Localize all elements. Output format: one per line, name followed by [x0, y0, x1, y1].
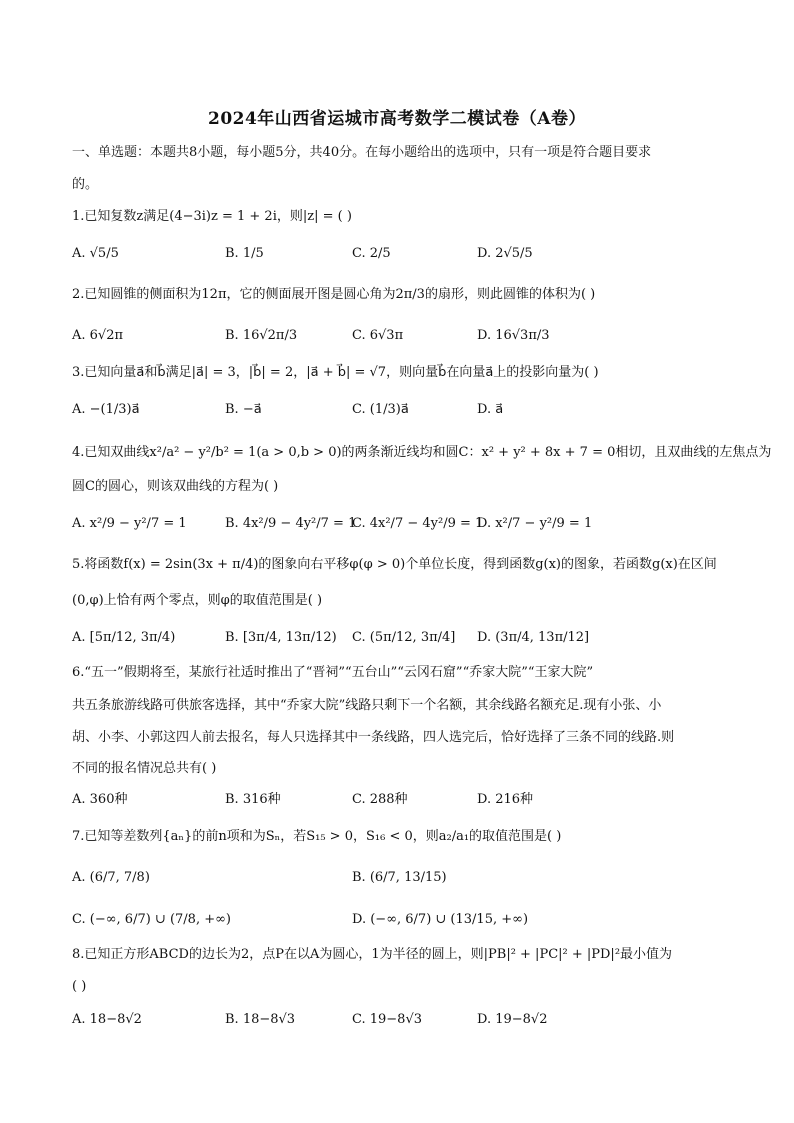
- option-c: C. 288种: [352, 792, 408, 807]
- option-a: A. 6√2π: [72, 328, 124, 343]
- question-1-stem: 1.已知复数z满足(4−3i)z = 1 + 2i，则|z| = ( ): [72, 209, 352, 224]
- question-7-options-row-1: [72, 868, 732, 892]
- question-5-options: [72, 628, 732, 652]
- question-5-stem-line-2: (0,φ)上恰有两个零点，则φ的取值范围是( ): [72, 593, 323, 608]
- option-d: D. (3π/4, 13π/12]: [477, 630, 590, 645]
- option-a: A. [5π/12, 3π/4): [72, 630, 176, 645]
- question-7-stem: 7.已知等差数列{aₙ}的前n项和为Sₙ，若S₁₅ > 0，S₁₆ < 0，则a₂/a₁的取值范围是( ): [72, 829, 562, 844]
- option-a: A. (6/7, 7/8): [72, 870, 150, 885]
- question-6-stem-line-1: 6.“五一”假期将至，某旅行社适时推出了“晋祠”“五台山”“云冈石窟”“乔家大院”“王家大院”: [72, 665, 594, 680]
- option-b: B. (6/7, 13/15): [352, 870, 447, 885]
- option-d: D. x²/7 − y²/9 = 1: [477, 516, 593, 531]
- question-7-options-row-2: [72, 910, 732, 934]
- option-b: B. 16√2π/3: [225, 328, 298, 343]
- option-d: D. 216种: [477, 792, 534, 807]
- question-6-stem-line-2: 共五条旅游线路可供旅客选择，其中“乔家大院”线路只剩下一个名额，其余线路名额充足.现有小张、小: [72, 698, 662, 713]
- option-b: B. 1/5: [225, 246, 264, 261]
- section-heading-line-2: 的。: [72, 177, 99, 192]
- question-8-options: [72, 1010, 732, 1034]
- option-a: A. x²/9 − y²/7 = 1: [72, 516, 187, 531]
- question-8-stem-line-1: 8.已知正方形ABCD的边长为2，点P在以A为圆心，1为半径的圆上，则|PB|² + |PC|² + |PD|²最小值为: [72, 947, 673, 962]
- option-b: B. 4x²/9 − 4y²/7 = 1: [225, 516, 357, 531]
- paper-title: 2024年山西省运城市高考数学二模试卷（A卷）: [207, 109, 586, 129]
- question-6-stem-line-4: 不同的报名情况总共有( ): [72, 761, 217, 776]
- option-c: C. (5π/12, 3π/4]: [352, 630, 456, 645]
- option-a: A. √5/5: [72, 246, 119, 261]
- option-d: D. 16√3π/3: [477, 328, 550, 343]
- option-b: B. 316种: [225, 792, 281, 807]
- option-c: C. 4x²/7 − 4y²/9 = 1: [352, 516, 484, 531]
- question-3-stem: 3.已知向量a⃗和b⃗满足|a⃗| = 3，|b⃗| = 2，|a⃗ + b⃗| = √7，则向量b⃗在向量a⃗上的投影向量为( ): [72, 365, 599, 380]
- question-4-stem-line-2: 圆C的圆心，则该双曲线的方程为( ): [72, 479, 279, 494]
- option-d: D. 19−8√2: [477, 1012, 548, 1027]
- option-c: C. (−∞, 6/7) ∪ (7/8, +∞): [72, 912, 232, 927]
- option-d: D. (−∞, 6/7) ∪ (13/15, +∞): [352, 912, 529, 927]
- option-c: C. 2/5: [352, 246, 391, 261]
- question-5-stem-line-1: 5.将函数f(x) = 2sin(3x + π/4)的图象向右平移φ(φ > 0)个单位长度，得到函数g(x)的图象，若函数g(x)在区间: [72, 557, 717, 572]
- question-4-stem-line-1: 4.已知双曲线x²/a² − y²/b² = 1(a > 0,b > 0)的两条渐近线均和圆C：x² + y² + 8x + 7 = 0相切，且双曲线的左焦点为: [72, 445, 772, 460]
- option-d: D. a⃗: [477, 402, 504, 417]
- question-3-options: [72, 400, 732, 424]
- option-a: A. 18−8√2: [72, 1012, 142, 1027]
- question-8-stem-line-2: ( ): [72, 979, 87, 994]
- question-6-stem-line-3: 胡、小李、小郭这四人前去报名，每人只选择其中一条线路，四人选完后，恰好选择了三条不同的线路.则: [72, 730, 675, 745]
- option-c: C. 6√3π: [352, 328, 404, 343]
- option-c: C. 19−8√3: [352, 1012, 423, 1027]
- option-b: B. −a⃗: [225, 402, 262, 417]
- option-b: B. 18−8√3: [225, 1012, 296, 1027]
- option-d: D. 2√5/5: [477, 246, 533, 261]
- option-b: B. [3π/4, 13π/12): [225, 630, 337, 645]
- question-4-options: [72, 514, 732, 538]
- option-a: A. −(1/3)a⃗: [72, 402, 140, 417]
- question-1-options: [72, 244, 732, 268]
- question-6-options: [72, 790, 732, 814]
- option-a: A. 360种: [72, 792, 128, 807]
- question-2-stem: 2.已知圆锥的侧面积为12π，它的侧面展开图是圆心角为2π/3的扇形，则此圆锥的体积为( ): [72, 287, 596, 302]
- option-c: C. (1/3)a⃗: [352, 402, 409, 417]
- question-2-options: [72, 326, 732, 350]
- section-heading-line-1: 一、单选题：本题共8小题，每小题5分，共40分。在每小题给出的选项中，只有一项是符合题目要求: [72, 145, 652, 160]
